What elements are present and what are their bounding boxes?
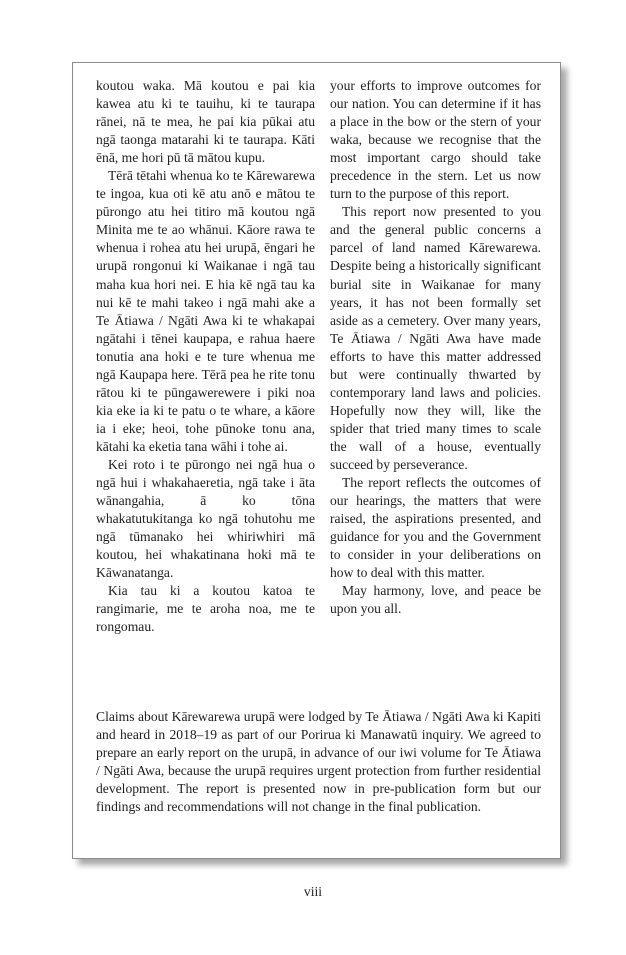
left-paragraph-3: Kei roto i te pūrongo nei ngā hua o ngā hui i whakahaeretia, ngā take i āta wānangahia, ā ko tōna whakatutukitanga ko ngā tohutohu me ngā tūmanako hei whiriwhiri mā koutou, hei whakatinana hoki mā te Kāwanatanga. bbox=[96, 456, 315, 581]
page-box bbox=[72, 62, 561, 859]
right-paragraph-2: This report now presented to you and the general public concerns a parcel of land named Kārewarewa. Despite being a historically significant burial site in Waikanae for many years, it has not been formally set aside as a cemetery. Over many years, Te Ātiawa / Ngāti Awa have made efforts to have this matter addressed but were continually thwarted by contemporary land laws and policies. Hopefully now they will, like the spider that tried many times to scale the wall of a house, eventually succeed by perseverance. bbox=[330, 204, 541, 472]
footer-note: Claims about Kārewarewa urupā were lodged by Te Ātiawa / Ngāti Awa ki Kapiti and heard in 2018–19 as part of our Porirua ki Manawatū inquiry. We agreed to prepare an early report on the urupā, in advance of our iwi volume for Te Ātiawa / Ngāti Awa, because the urupā requires urgent protection from further residential development. The report is presented now in pre-publication form but our findings and recommendations will not change in the final publication. bbox=[96, 709, 541, 815]
left-paragraph-4: Kia tau ki a koutou katoa te rangimarie, me te aroha noa, me te rongomau. bbox=[96, 583, 315, 635]
right-column bbox=[330, 77, 541, 618]
right-paragraph-3: The report reflects the outcomes of our hearings, the matters that were raised, the aspirations presented, and guidance for you and the Government to consider in your deliberations on how to deal with this matter. bbox=[330, 475, 541, 581]
left-column bbox=[96, 77, 315, 636]
left-paragraph-1: koutou waka. Mā koutou e pai kia kawea atu ki te tauihu, ki te taurapa rānei, nā te mea, he pai kia pūkai atu ngā taonga matarahi ki te taurapa. Kāti ēnā, me hori pū tā mātou kupu. bbox=[96, 78, 315, 166]
right-paragraph-4: May harmony, love, and peace be upon you all. bbox=[330, 583, 541, 617]
left-paragraph-2: Tērā tētahi whenua ko te Kārewarewa te ingoa, kua oti kē atu anō e mātou te pūrongo atu hei titiro mā koutou ngā Minita me te ao whānui. Kāore rawa te whenua i rohea atu hei urupā, ēngari he urupā rongonui ki Waikanae i ngā tau maha kua hori nei. E hia kē ngā tau ka nui kē te mahi takeo i ngā mahi ake a Te Ātiawa / Ngāti Awa ki te whakapai ngātahi i tēnei kaupapa, e rahua haere tonutia ana hoki e te ture whenua me ngā Kaupapa here. Tērā pea he rite tonu rātou ki te pūngawerewere i piki noa kia eke ia ki te patu o te whare, a kāore ia i eke; heoi, tohe pūnoke tonu ana, kātahi ka eketia tana wāhi i tohe ai. bbox=[96, 168, 315, 454]
page-number: viii bbox=[303, 884, 323, 899]
right-paragraph-1: your efforts to improve outcomes for our nation. You can determine if it has a place in the bow or the stern of your waka, because we recognise that the most important cargo should take precedence in the stern. Let us now turn to the purpose of this report. bbox=[330, 78, 541, 202]
